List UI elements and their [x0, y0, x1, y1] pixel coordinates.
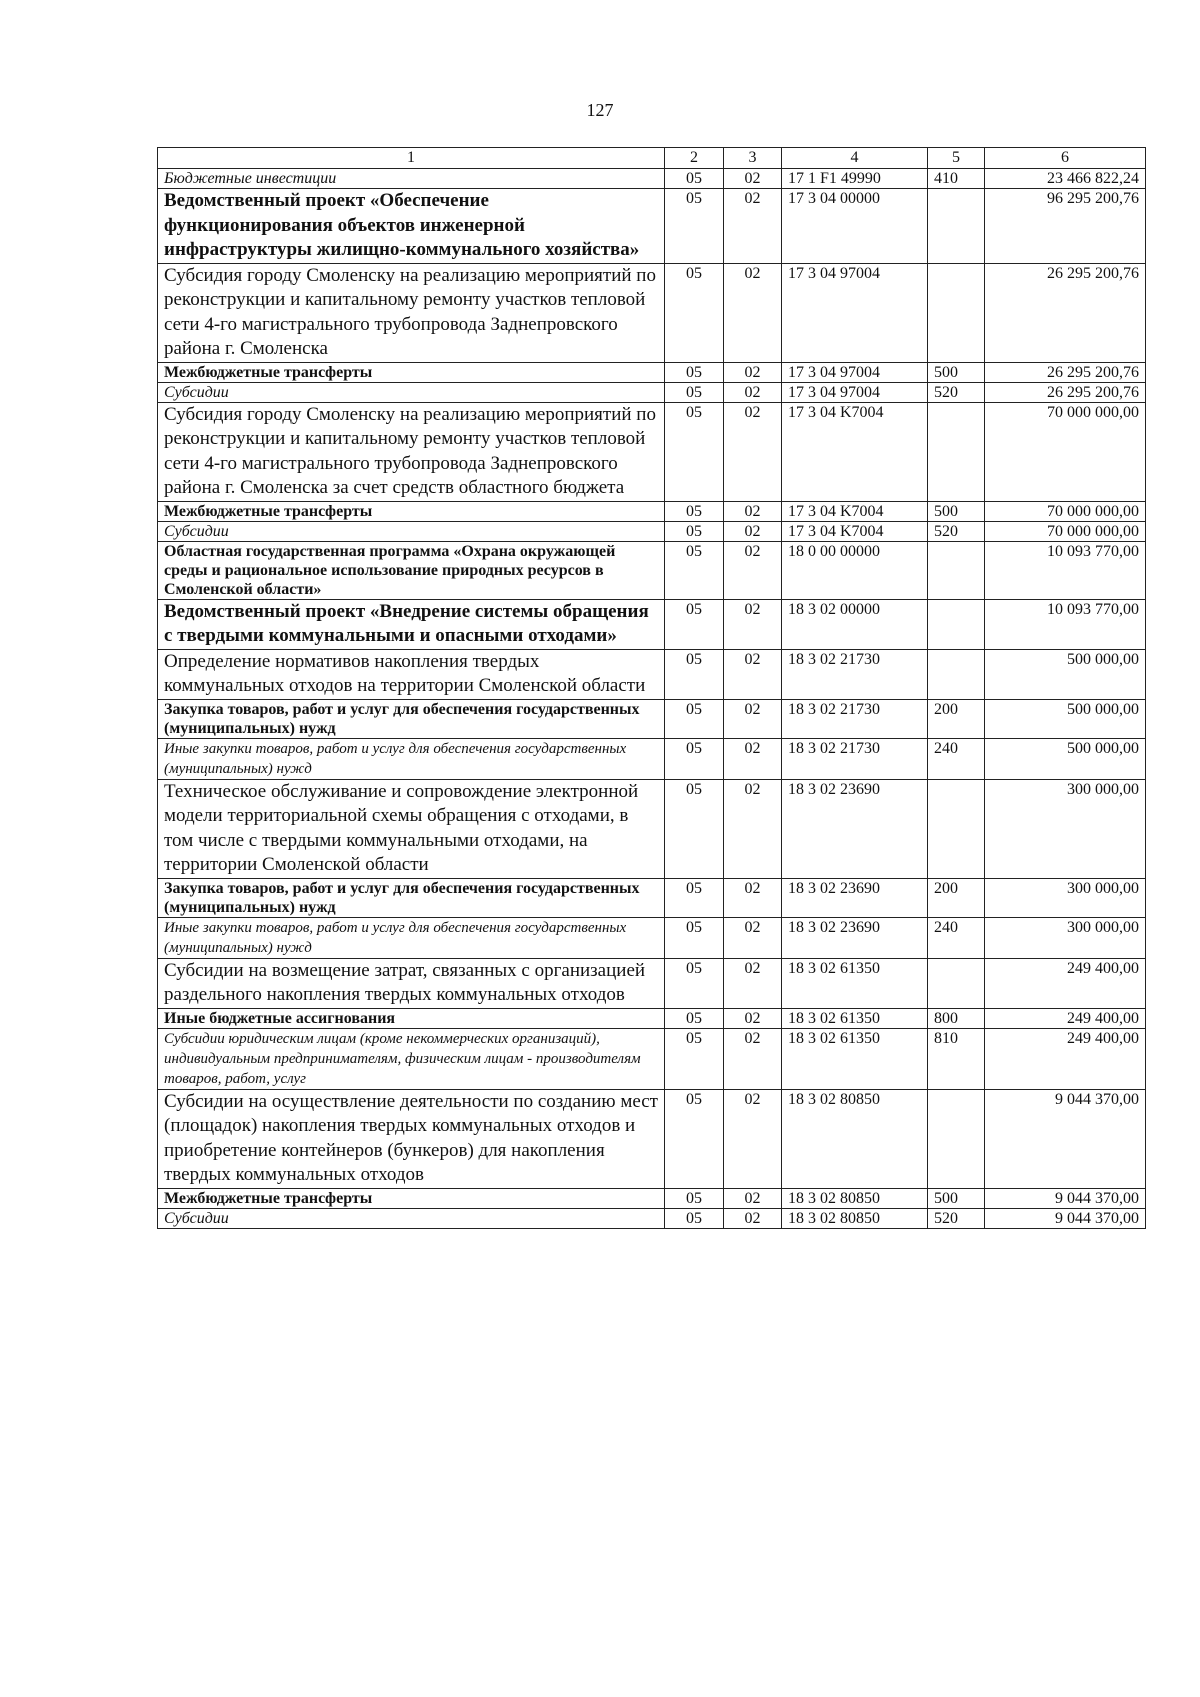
cell-name: Закупка товаров, работ и услуг для обеспечения государственных (муниципальных) нужд [158, 699, 665, 738]
cell-target-article: 18 3 02 23690 [782, 878, 928, 917]
header-col-1: 1 [158, 148, 665, 169]
cell-name: Иные бюджетные ассигнования [158, 1008, 665, 1028]
cell-target-article: 18 3 02 61350 [782, 1008, 928, 1028]
cell-name: Межбюджетные трансферты [158, 362, 665, 382]
cell-section: 05 [665, 917, 724, 958]
cell-target-article: 17 3 04 97004 [782, 362, 928, 382]
table-row [158, 501, 1146, 521]
cell-subsection: 02 [724, 958, 782, 1008]
cell-expense-type: 520 [928, 382, 985, 402]
cell-target-article: 17 1 F1 49990 [782, 169, 928, 189]
cell-expense-type [928, 189, 985, 264]
cell-expense-type: 200 [928, 699, 985, 738]
cell-section: 05 [665, 382, 724, 402]
cell-section: 05 [665, 599, 724, 649]
cell-expense-type: 240 [928, 917, 985, 958]
cell-subsection: 02 [724, 521, 782, 541]
table-row [158, 958, 1146, 1008]
cell-amount: 70 000 000,00 [985, 501, 1146, 521]
cell-section: 05 [665, 189, 724, 264]
cell-amount: 249 400,00 [985, 1028, 1146, 1089]
cell-subsection: 02 [724, 1089, 782, 1188]
table-header-row [158, 148, 1146, 169]
cell-target-article: 18 3 02 61350 [782, 1028, 928, 1089]
cell-expense-type [928, 649, 985, 699]
cell-amount: 500 000,00 [985, 649, 1146, 699]
cell-target-article: 17 3 04 K7004 [782, 501, 928, 521]
budget-table [157, 147, 1146, 1229]
cell-subsection: 02 [724, 878, 782, 917]
cell-amount: 9 044 370,00 [985, 1188, 1146, 1208]
header-col-3: 3 [724, 148, 782, 169]
cell-expense-type [928, 541, 985, 599]
cell-expense-type: 520 [928, 1208, 985, 1228]
header-col-5: 5 [928, 148, 985, 169]
cell-expense-type [928, 402, 985, 501]
cell-section: 05 [665, 1089, 724, 1188]
cell-expense-type [928, 1089, 985, 1188]
table-row [158, 521, 1146, 541]
cell-name: Ведомственный проект «Внедрение системы обращения с твердыми коммунальными и опасными отходами» [158, 599, 665, 649]
table-row [158, 779, 1146, 878]
cell-name: Бюджетные инвестиции [158, 169, 665, 189]
header-col-2: 2 [665, 148, 724, 169]
table-row [158, 1008, 1146, 1028]
cell-subsection: 02 [724, 738, 782, 779]
table-row [158, 1089, 1146, 1188]
cell-section: 05 [665, 1188, 724, 1208]
cell-name: Субсидии [158, 521, 665, 541]
table-row [158, 878, 1146, 917]
cell-amount: 26 295 200,76 [985, 263, 1146, 362]
cell-subsection: 02 [724, 779, 782, 878]
cell-subsection: 02 [724, 1208, 782, 1228]
cell-expense-type [928, 958, 985, 1008]
cell-target-article: 17 3 04 K7004 [782, 402, 928, 501]
table-row [158, 599, 1146, 649]
table-row [158, 649, 1146, 699]
cell-name: Иные закупки товаров, работ и услуг для обеспечения государственных (муниципальных) нужд [158, 917, 665, 958]
header-col-4: 4 [782, 148, 928, 169]
cell-target-article: 17 3 04 97004 [782, 263, 928, 362]
cell-amount: 10 093 770,00 [985, 599, 1146, 649]
table-body [158, 169, 1146, 1229]
cell-section: 05 [665, 958, 724, 1008]
cell-name: Субсидии на возмещение затрат, связанных с организацией раздельного накопления твердых коммунальных отходов [158, 958, 665, 1008]
table-row [158, 541, 1146, 599]
table-row [158, 402, 1146, 501]
cell-subsection: 02 [724, 362, 782, 382]
cell-target-article: 18 3 02 00000 [782, 599, 928, 649]
table-row [158, 699, 1146, 738]
cell-expense-type: 520 [928, 521, 985, 541]
cell-subsection: 02 [724, 263, 782, 362]
table-row [158, 382, 1146, 402]
cell-amount: 300 000,00 [985, 779, 1146, 878]
cell-name: Межбюджетные трансферты [158, 1188, 665, 1208]
cell-name: Иные закупки товаров, работ и услуг для обеспечения государственных (муниципальных) нужд [158, 738, 665, 779]
cell-amount: 9 044 370,00 [985, 1089, 1146, 1188]
table-row [158, 738, 1146, 779]
cell-target-article: 18 3 02 21730 [782, 738, 928, 779]
cell-target-article: 18 3 02 80850 [782, 1188, 928, 1208]
cell-expense-type: 810 [928, 1028, 985, 1089]
cell-name: Ведомственный проект «Обеспечение функционирования объектов инженерной инфраструктуры жилищно-коммунального хозяйства» [158, 189, 665, 264]
cell-amount: 249 400,00 [985, 958, 1146, 1008]
cell-amount: 70 000 000,00 [985, 402, 1146, 501]
cell-name: Субсидии на осуществление деятельности по созданию мест (площадок) накопления твердых коммунальных отходов и приобретение контейнеров (бункеров) для накопления твердых коммунальных отходов [158, 1089, 665, 1188]
header-col-6: 6 [985, 148, 1146, 169]
cell-amount: 300 000,00 [985, 917, 1146, 958]
cell-section: 05 [665, 402, 724, 501]
cell-section: 05 [665, 521, 724, 541]
cell-amount: 26 295 200,76 [985, 382, 1146, 402]
cell-section: 05 [665, 699, 724, 738]
table-row [158, 362, 1146, 382]
cell-expense-type [928, 263, 985, 362]
cell-subsection: 02 [724, 382, 782, 402]
cell-section: 05 [665, 263, 724, 362]
cell-section: 05 [665, 1008, 724, 1028]
cell-name: Закупка товаров, работ и услуг для обеспечения государственных (муниципальных) нужд [158, 878, 665, 917]
cell-target-article: 17 3 04 97004 [782, 382, 928, 402]
cell-subsection: 02 [724, 541, 782, 599]
table-row [158, 263, 1146, 362]
cell-section: 05 [665, 362, 724, 382]
cell-subsection: 02 [724, 501, 782, 521]
cell-target-article: 18 3 02 80850 [782, 1089, 928, 1188]
cell-amount: 26 295 200,76 [985, 362, 1146, 382]
table-row [158, 169, 1146, 189]
cell-expense-type: 500 [928, 501, 985, 521]
cell-amount: 96 295 200,76 [985, 189, 1146, 264]
cell-name: Субсидии [158, 1208, 665, 1228]
cell-target-article: 18 3 02 21730 [782, 699, 928, 738]
cell-section: 05 [665, 649, 724, 699]
cell-target-article: 18 3 02 21730 [782, 649, 928, 699]
cell-subsection: 02 [724, 649, 782, 699]
cell-amount: 23 466 822,24 [985, 169, 1146, 189]
cell-subsection: 02 [724, 189, 782, 264]
page-number: 127 [586, 100, 614, 120]
cell-subsection: 02 [724, 1028, 782, 1089]
cell-name: Субсидии юридическим лицам (кроме некоммерческих организаций), индивидуальным предпринимателям, физическим лицам - производителям товаров, работ, услуг [158, 1028, 665, 1089]
table-row [158, 1188, 1146, 1208]
cell-expense-type: 800 [928, 1008, 985, 1028]
cell-section: 05 [665, 738, 724, 779]
cell-section: 05 [665, 878, 724, 917]
table-row [158, 1028, 1146, 1089]
cell-section: 05 [665, 501, 724, 521]
cell-expense-type: 410 [928, 169, 985, 189]
cell-amount: 300 000,00 [985, 878, 1146, 917]
cell-subsection: 02 [724, 599, 782, 649]
cell-name: Субсидии [158, 382, 665, 402]
cell-subsection: 02 [724, 402, 782, 501]
cell-name: Техническое обслуживание и сопровождение электронной модели территориальной схемы обращения с отходами, в том числе с твердыми коммунальными отходами, на территории Смоленской области [158, 779, 665, 878]
table-row [158, 917, 1146, 958]
cell-amount: 500 000,00 [985, 699, 1146, 738]
cell-target-article: 17 3 04 K7004 [782, 521, 928, 541]
cell-target-article: 18 0 00 00000 [782, 541, 928, 599]
cell-subsection: 02 [724, 1008, 782, 1028]
cell-name: Определение нормативов накопления твердых коммунальных отходов на территории Смоленской области [158, 649, 665, 699]
cell-expense-type: 200 [928, 878, 985, 917]
cell-amount: 9 044 370,00 [985, 1208, 1146, 1228]
cell-section: 05 [665, 1028, 724, 1089]
cell-expense-type: 500 [928, 362, 985, 382]
cell-section: 05 [665, 779, 724, 878]
cell-expense-type: 240 [928, 738, 985, 779]
cell-subsection: 02 [724, 917, 782, 958]
cell-subsection: 02 [724, 699, 782, 738]
cell-name: Субсидия городу Смоленску на реализацию мероприятий по реконструкции и капитальному ремонту участков тепловой сети 4-го магистрального трубопровода Заднепровского района г. Смоленска [158, 263, 665, 362]
cell-target-article: 18 3 02 23690 [782, 917, 928, 958]
cell-target-article: 18 3 02 23690 [782, 779, 928, 878]
cell-target-article: 18 3 02 61350 [782, 958, 928, 1008]
cell-section: 05 [665, 1208, 724, 1228]
cell-target-article: 18 3 02 80850 [782, 1208, 928, 1228]
cell-name: Межбюджетные трансферты [158, 501, 665, 521]
cell-amount: 500 000,00 [985, 738, 1146, 779]
cell-expense-type [928, 599, 985, 649]
cell-amount: 249 400,00 [985, 1008, 1146, 1028]
cell-subsection: 02 [724, 1188, 782, 1208]
cell-section: 05 [665, 169, 724, 189]
cell-name: Субсидия городу Смоленску на реализацию мероприятий по реконструкции и капитальному ремонту участков тепловой сети 4-го магистрального трубопровода Заднепровского района г. Смоленска за счет средств областного бюджета [158, 402, 665, 501]
table-row [158, 1208, 1146, 1228]
cell-expense-type [928, 779, 985, 878]
cell-expense-type: 500 [928, 1188, 985, 1208]
cell-amount: 10 093 770,00 [985, 541, 1146, 599]
cell-amount: 70 000 000,00 [985, 521, 1146, 541]
cell-target-article: 17 3 04 00000 [782, 189, 928, 264]
cell-name: Областная государственная программа «Охрана окружающей среды и рациональное использование природных ресурсов в Смоленской области» [158, 541, 665, 599]
cell-section: 05 [665, 541, 724, 599]
table-row [158, 189, 1146, 264]
cell-subsection: 02 [724, 169, 782, 189]
